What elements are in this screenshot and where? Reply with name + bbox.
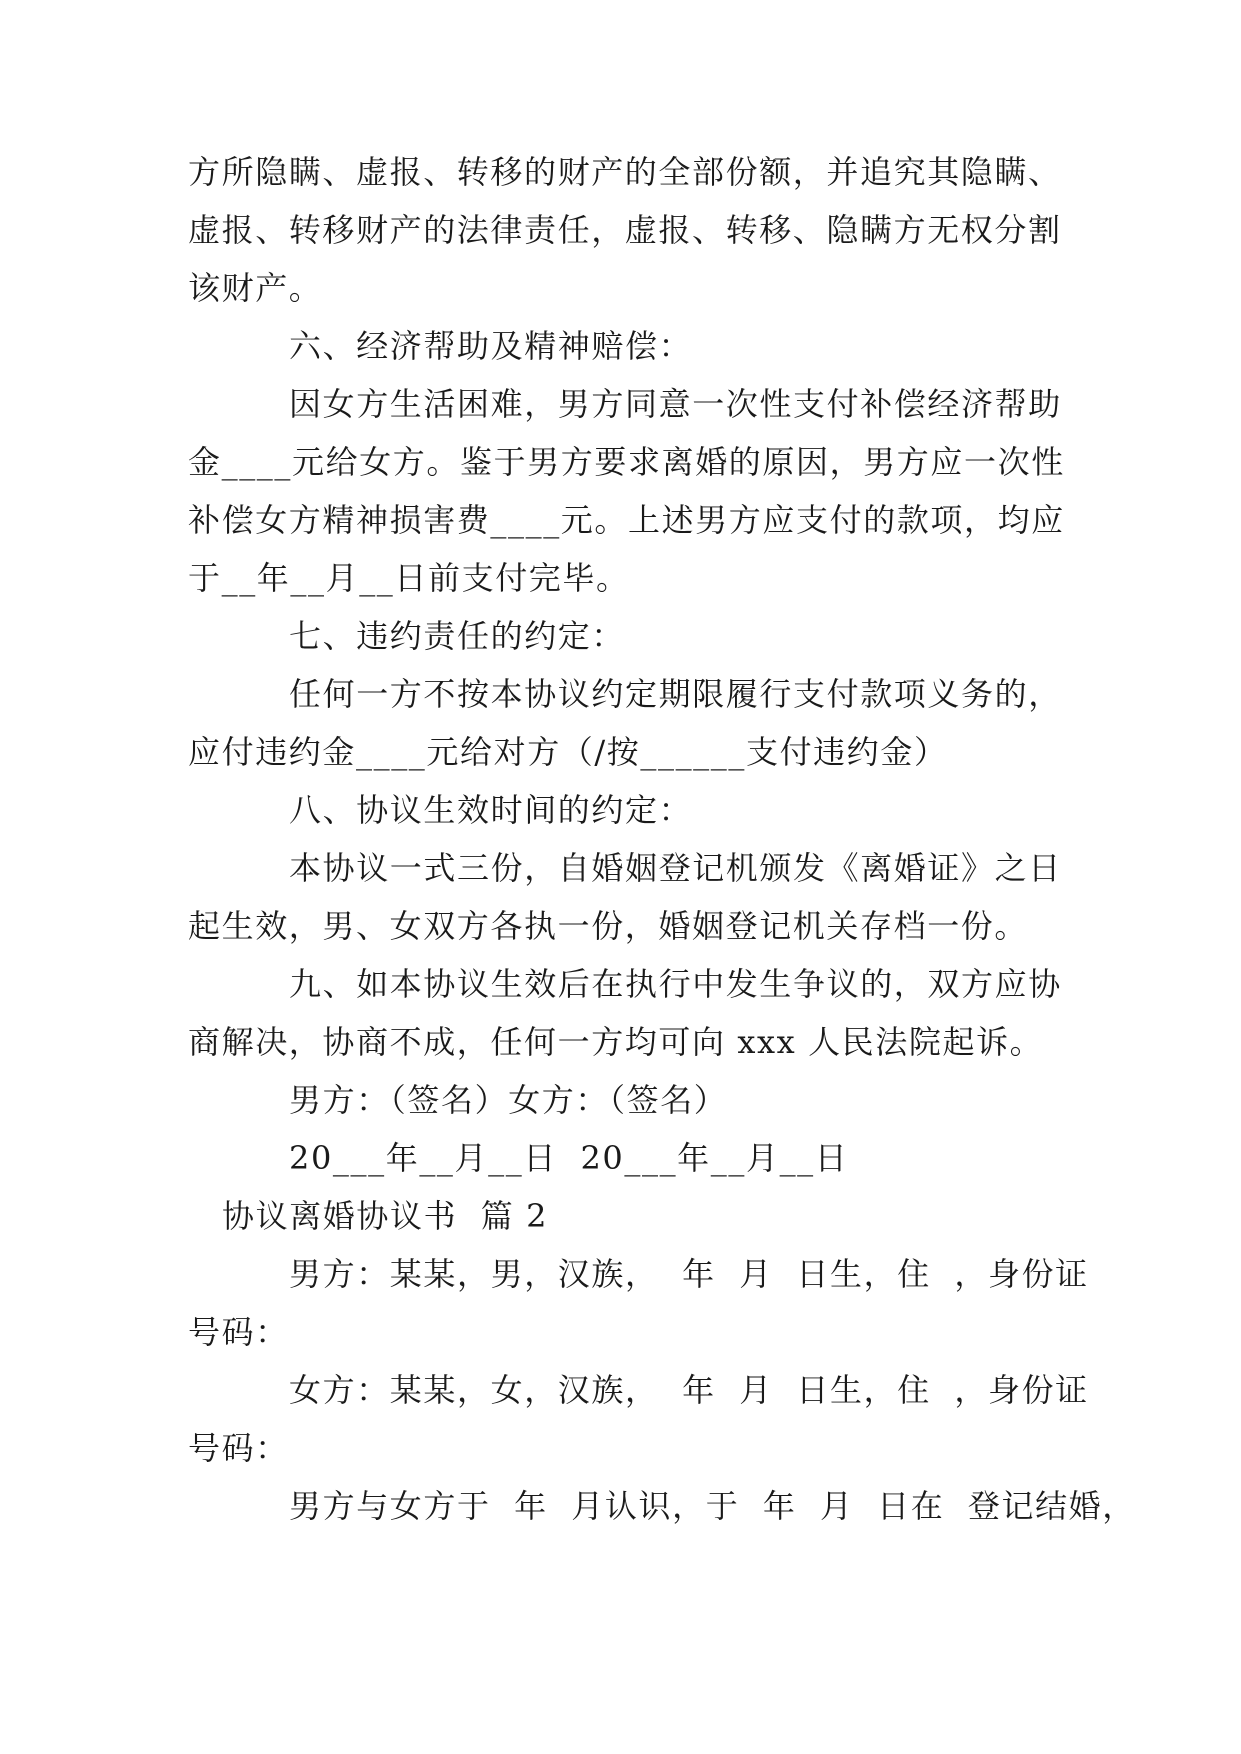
signature-line: 男方：（签名）女方：（签名） bbox=[289, 1081, 728, 1119]
body-text-line: 方所隐瞒、虚报、转移的财产的全部份额，并追究其隐瞒、 bbox=[188, 153, 1062, 191]
section-heading-9: 九、如本协议生效后在执行中发生争议的，双方应协 bbox=[289, 965, 1062, 1003]
section-heading-8: 八、协议生效时间的约定： bbox=[289, 791, 693, 829]
body-text-line: 补偿女方精神损害费____元。上述男方应支付的款项，均应 bbox=[188, 501, 1065, 539]
body-text-line: 金____元给女方。鉴于男方要求离婚的原因，男方应一次性 bbox=[188, 443, 1065, 481]
date-line: 20___年__月__日 20___年__月__日 bbox=[289, 1139, 849, 1177]
body-text-line: 号码： bbox=[188, 1313, 289, 1351]
body-text-line: 号码： bbox=[188, 1429, 289, 1467]
body-text-line: 应付违约金____元给对方（/按______支付违约金） bbox=[188, 733, 948, 771]
section-heading-6: 六、经济帮助及精神赔偿： bbox=[289, 327, 693, 365]
body-text-line: 任何一方不按本协议约定期限履行支付款项义务的， bbox=[289, 675, 1062, 713]
body-text-line: 本协议一式三份，自婚姻登记机颁发《离婚证》之日 bbox=[289, 849, 1062, 887]
body-text-line: 起生效，男、女双方各执一份，婚姻登记机关存档一份。 bbox=[188, 907, 1029, 945]
body-text-line: 商解决，协商不成，任何一方均可向 xxx 人民法院起诉。 bbox=[188, 1023, 1044, 1061]
male-party-info: 男方：某某，男，汉族， 年 月 日生，住 ，身份证 bbox=[289, 1255, 1089, 1293]
body-text-line: 因女方生活困难，男方同意一次性支付补偿经济帮助 bbox=[289, 385, 1062, 423]
body-text-line: 于__年__月__日前支付完毕。 bbox=[188, 559, 630, 597]
body-text-line: 该财产。 bbox=[188, 269, 323, 307]
female-party-info: 女方：某某，女，汉族， 年 月 日生，住 ，身份证 bbox=[289, 1371, 1089, 1409]
marriage-info-line: 男方与女方于 年 月认识，于 年 月 日在 登记结婚， bbox=[289, 1487, 1136, 1525]
document-title-part-2: 协议离婚协议书 篇 2 bbox=[222, 1197, 549, 1235]
section-heading-7: 七、违约责任的约定： bbox=[289, 617, 626, 655]
body-text-line: 虚报、转移财产的法律责任，虚报、转移、隐瞒方无权分割 bbox=[188, 211, 1062, 249]
